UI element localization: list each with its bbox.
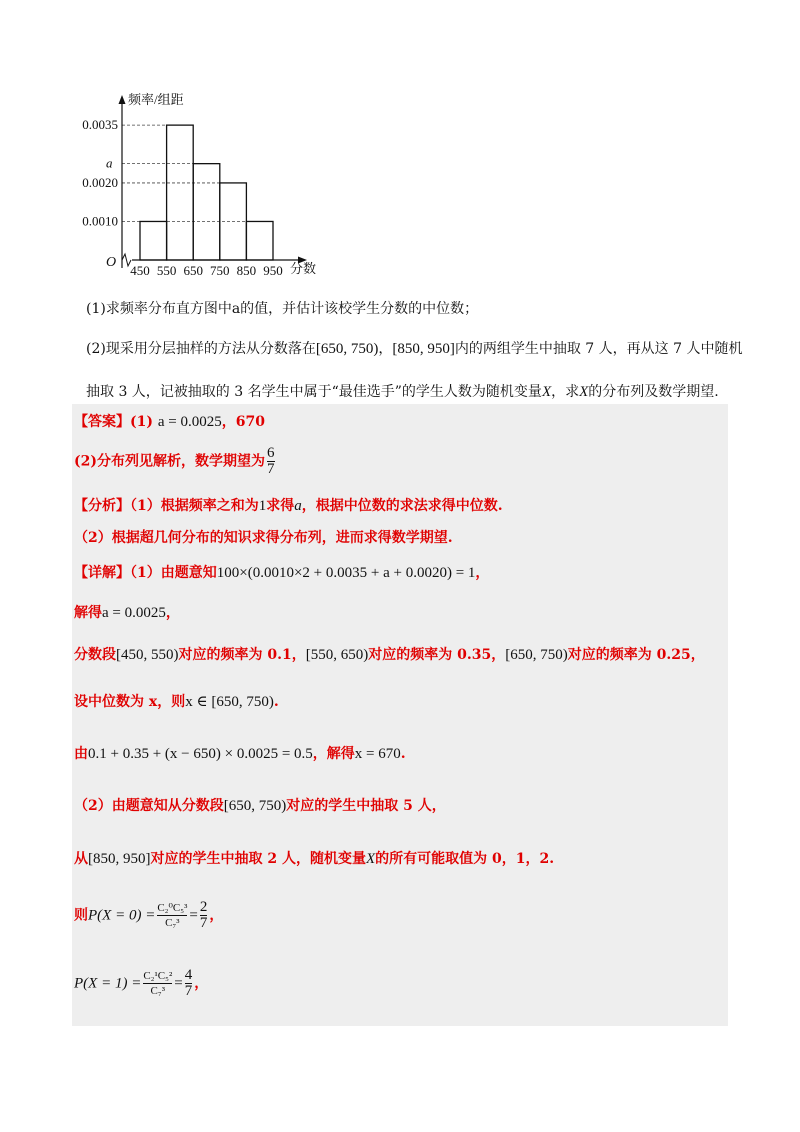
detail-line-4-pre: 设中位数为 x，则 <box>74 694 186 710</box>
combination-denominator-x0: C₇³ <box>157 915 187 930</box>
detail-line-3-b: 对应的频率为 0.1， <box>178 647 306 663</box>
interval-650-750: [650, 750) <box>505 647 568 663</box>
question-part-2-pre: (2)现采用分层抽样的方法从分数落在 <box>86 341 316 357</box>
detail-line-3-d: 对应的频率为 0.25， <box>567 647 705 663</box>
combination-denominator-x1: C₇³ <box>143 983 172 998</box>
analysis-a-symbol: a <box>294 498 302 514</box>
question-part-2-line-2-pre: 抽取 3 人，记被抽取的 3 名学生中属于“最佳选手”的学生人数为随机变量 <box>86 384 542 400</box>
probability-x1-numerator: 4 <box>184 967 193 983</box>
equals-sign: = <box>189 907 198 924</box>
detail-median-result: x = 670 <box>354 746 401 762</box>
answer-a-value: a = 0.0025 <box>157 414 222 430</box>
detail-line-1-post: ， <box>475 565 490 581</box>
detail-line-7 <box>74 849 554 869</box>
analysis-line-1-post: ，根据中位数的求法求得中位数. <box>301 498 503 514</box>
x-tick-label: 450 <box>130 263 150 278</box>
x-axis-label: 分数 <box>290 261 317 276</box>
detail-line-3 <box>74 645 705 665</box>
detail-line-7-mid: 对应的学生中抽取 2 人，随机变量 <box>150 851 366 867</box>
y-tick-label: a <box>106 155 113 171</box>
detail-line-6 <box>74 796 446 816</box>
detail-median-equation: 0.1 + 0.35 + (x − 650) × 0.0025 = 0.5 <box>88 746 313 762</box>
probability-x0-lhs: P(X = 0) = <box>88 907 156 924</box>
analysis-line-1-pre: 【分析】（1）根据频率之和为 <box>74 498 259 514</box>
variable-x: X <box>541 384 552 400</box>
histogram-bar <box>193 164 220 260</box>
variable-x: X <box>366 851 376 867</box>
y-tick-label: 0.0010 <box>82 213 118 229</box>
answer-line-1 <box>74 412 265 432</box>
detail-line-5-post: . <box>400 746 406 762</box>
probability-x0-numerator: 2 <box>199 899 208 915</box>
histogram-bar <box>246 221 273 260</box>
question-part-2-line-1 <box>86 339 742 359</box>
detail-line-4 <box>74 692 279 712</box>
y-tick-label: 0.0035 <box>82 117 118 133</box>
x-tick-label: 850 <box>236 263 257 278</box>
analysis-line-1 <box>74 496 503 516</box>
detail-line-2-post: ， <box>165 605 180 621</box>
x-tick-label: 650 <box>183 263 203 278</box>
answer-part-2: (2)分布列见解析，数学期望为 <box>74 453 265 470</box>
interval-550-650: [550, 650) <box>305 647 369 663</box>
expectation-numerator: 6 <box>267 445 275 461</box>
answer-label: 【答案】(1) <box>74 414 153 430</box>
chart-reference-lines <box>122 125 273 221</box>
y-tick-label: 0.0020 <box>82 174 118 190</box>
analysis-line-2 <box>74 528 453 548</box>
detail-line-1-pre: 【详解】（1）由题意知 <box>74 565 217 581</box>
detail-line-6-pre: （2）由题意知从分数段 <box>74 798 224 814</box>
origin-label: O <box>106 255 117 270</box>
combination-numerator-x1: C₂¹C₅² <box>143 970 173 982</box>
question-part-2-line-2 <box>86 382 719 402</box>
interval-850-950: [850, 950] <box>88 851 151 867</box>
detail-line-3-a: 分数段 <box>74 647 116 663</box>
answer-line-2 <box>74 446 277 477</box>
detail-line-7-pre: 从 <box>74 851 88 867</box>
interval-650-750: [650, 750) <box>315 341 379 357</box>
interval-650-750: [650, 750) <box>223 798 287 814</box>
detail-line-8 <box>74 900 223 931</box>
detail-line-5 <box>74 744 406 764</box>
answer-median: ，670 <box>221 414 265 430</box>
detail-line-3-c: 对应的频率为 0.35， <box>368 647 506 663</box>
combination-numerator-x0: C₂⁰C₅³ <box>157 902 188 914</box>
chart-bars <box>140 125 273 260</box>
expectation-denominator: 7 <box>267 461 275 477</box>
detail-equation-1: 100×(0.0010×2 + 0.0035 + a + 0.0020) = 1 <box>216 565 476 581</box>
detail-line-2 <box>74 603 180 623</box>
combination-fraction-x1 <box>143 969 172 998</box>
detail-line-1 <box>74 563 489 583</box>
detail-line-8-pre: 则 <box>74 907 88 924</box>
combination-fraction-x0 <box>157 901 187 930</box>
x-tick-label: 750 <box>210 263 230 278</box>
x-tick-label: 550 <box>156 263 177 278</box>
frequency-histogram <box>60 88 340 288</box>
probability-x0-denominator: 7 <box>199 915 208 931</box>
question-part-1-text: (1)求频率分布直方图中a的值，并估计该校学生分数的中位数； <box>86 301 479 317</box>
equals-sign: = <box>174 975 183 992</box>
histogram-bar <box>167 125 194 260</box>
interval-850-950: [850, 950] <box>392 341 455 357</box>
question-part-2-line-2-post: 的分布列及数学期望. <box>588 384 719 400</box>
interval-450-550: [450, 550) <box>116 647 179 663</box>
detail-line-5-pre: 由 <box>74 746 88 762</box>
question-part-2-line-2-mid: ，求 <box>551 384 580 400</box>
analysis-one: 1 <box>258 498 267 514</box>
chart-labels <box>82 92 316 278</box>
variable-x: X <box>579 384 589 400</box>
detail-line-7-post: 的所有可能取值为 0，1，2. <box>375 851 555 867</box>
y-axis-arrow <box>119 95 126 104</box>
detail-line-5-mid: ，解得 <box>312 746 355 762</box>
detail-line-4-post: . <box>273 694 279 710</box>
question-part-2-post: 内的两组学生中抽取 7 人，再从这 7 人中随机 <box>454 341 743 357</box>
detail-line-9-post: ， <box>194 975 209 992</box>
question-part-1 <box>86 299 478 319</box>
detail-line-6-post: 对应的学生中抽取 5 人， <box>286 798 446 814</box>
detail-line-8-post: ， <box>209 907 224 924</box>
histogram-bar <box>140 221 167 260</box>
probability-x0-fraction <box>200 900 208 931</box>
detail-median-range: x ∈ [650, 750) <box>185 694 274 710</box>
y-axis-label: 频率/组距 <box>128 92 184 107</box>
expectation-fraction <box>267 446 275 477</box>
probability-x1-lhs: P(X = 1) = <box>74 975 142 992</box>
detail-equation-2: a = 0.0025 <box>102 605 166 621</box>
probability-x1-fraction <box>185 968 193 999</box>
question-separator: ， <box>378 341 393 357</box>
x-tick-label: 950 <box>263 263 283 278</box>
analysis-line-1-mid: 求得 <box>266 498 295 514</box>
detail-line-2-pre: 解得 <box>74 605 102 621</box>
detail-line-9 <box>74 968 208 999</box>
analysis-line-2-text: （2）根据超几何分布的知识求得分布列，进而求得数学期望. <box>74 530 453 546</box>
chart-axes <box>119 95 308 268</box>
probability-x1-denominator: 7 <box>184 983 193 999</box>
